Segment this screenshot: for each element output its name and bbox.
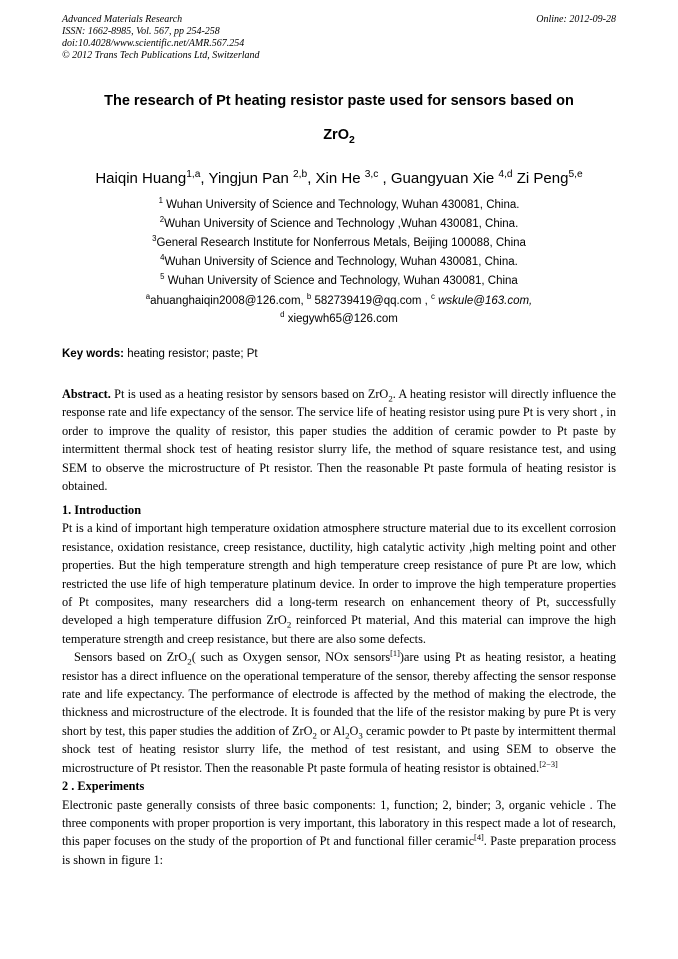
email-c: wskule@163.com,: [434, 295, 533, 307]
author-name: Zi Peng: [516, 170, 569, 187]
author-list: [0, 170, 678, 187]
affil-text: Wuhan University of Science and Technology, Wuhan 430081, China.: [164, 256, 518, 268]
affiliation: [0, 234, 678, 253]
journal-name: Advanced Materials Research: [62, 14, 183, 25]
title-zro: ZrO: [323, 127, 349, 143]
paper-title-line2: [50, 126, 628, 144]
paper-title-line1: The research of Pt heating resistor paste used for sensors based on: [104, 93, 574, 109]
author-name: Xin He: [315, 170, 365, 187]
affil-number: 5: [160, 272, 165, 282]
subscript: 2: [187, 656, 192, 667]
title-subscript: 2: [348, 134, 355, 146]
affil-text: Wuhan University of Science and Technology ,Wuhan 430081, China.: [164, 218, 519, 230]
abstract-paragraph: [62, 385, 616, 495]
affil-text: General Research Institute for Nonferrous Metals, Beijing 100088, China: [156, 237, 526, 249]
keywords: [62, 348, 258, 360]
author-separator: ,: [200, 170, 209, 187]
online-date: Online: 2012-09-28: [536, 14, 616, 25]
author-separator: ,: [378, 170, 391, 187]
email-b: 582739419@qq.com ,: [311, 295, 432, 307]
email-mark: c: [431, 292, 435, 302]
affil-number: 1: [158, 196, 163, 206]
intro-paragraph-1: [62, 519, 616, 648]
section-heading: 2 . Experiments: [62, 779, 145, 794]
paragraph-text: )are using Pt as heating resistor, a heating resistor has a direct influence on the operational temperature of the sensor, thereby affecting the sensor response rate and life expectancy. The performance of electrode is affected by the method of making the electrode, the thickness and microstructure of the electrode. It is founded that the life of the resistor making by pure Pt is very short by test, this paper studies the addition of ZrO: [62, 650, 617, 738]
affil-number: 2: [159, 215, 165, 225]
journal-header: [62, 14, 260, 62]
section-heading: 1. Introduction: [62, 503, 142, 517]
author-affil-mark: 2,b: [293, 169, 308, 180]
affil-number: 4: [160, 253, 165, 263]
email-a: ahuanghaiqin2008@126.com,: [150, 295, 307, 307]
subscript: 2: [345, 730, 350, 741]
email-line-2: [0, 310, 678, 328]
affiliation: [0, 196, 678, 215]
paragraph-text: ( such as Oxygen sensor, NOx sensors: [191, 650, 391, 665]
email-d: xiegywh65@126.com: [284, 313, 398, 325]
email-list: [0, 292, 678, 328]
author-affil-mark: 1,a: [186, 169, 201, 180]
keywords-text: heating resistor; paste; Pt: [124, 348, 258, 360]
affiliation-list: [0, 196, 678, 291]
citation: [4]: [474, 833, 484, 843]
issn-line: ISSN: 1662-8985, Vol. 567, pp 254-258: [62, 26, 220, 37]
email-line-1: [0, 292, 678, 310]
paragraph-text: reinforced Pt material, And this material can improve the high temperature strength and creep resistance, but there are also some defects.: [62, 613, 616, 646]
subscript: 2: [312, 730, 317, 741]
paragraph-text: Sensors based on ZrO: [74, 650, 188, 665]
author-name: Haiqin Huang: [95, 170, 187, 187]
paragraph-text: or Al: [316, 723, 346, 738]
author-separator: ,: [307, 170, 316, 187]
email-mark: b: [306, 292, 312, 302]
affil-text: Wuhan University of Science and Technology, Wuhan 430081, China: [164, 275, 518, 287]
abstract-text: Pt is used as a heating resistor by sensors based on ZrO: [110, 387, 389, 401]
affiliation: [0, 253, 678, 272]
subscript: 2: [286, 619, 292, 630]
introduction-section: [62, 501, 616, 869]
paragraph-text: Pt is a kind of important high temperature oxidation atmosphere structure material due to its excellent corrosion resistance, oxidation resistance, creep resistance, ductility, high catalytic activity ,high melting point and other properties. But the high temperature strength and high temperature creep resistance of pure Pt are low, which restricted the use life of high temperature platinum device. In order to improve the high temperature properties of Pt composites, many researchers did a long-term research on enhancement theory of Pt, successfully developed a high temperature diffusion ZrO: [62, 521, 616, 628]
abstract-text: . A heating resistor will directly influence the response rate and life expectancy of the sensor. The service life of heating resistor using pure Pt is very short , in order to improve the quality of resistor, this paper studies the addition of ceramic powder to Pt paste by intermittent thermal shock test of heating resistor slurry life, the method of square resistance test, and using SEM to observe the microstructure of Pt resistor. Then the reasonable Pt paste formula of heating resistor is obtained.: [62, 387, 617, 494]
paragraph-text: O: [349, 723, 359, 738]
abstract: [62, 385, 616, 495]
paragraph-text: Electronic paste generally consists of three basic components: 1, function; 2, binder; 3, organic vehicle . The three components with proper proportion is very important, this laboratory in this respect made a lot of research, this paper focuses on the study of the proportion of Pt and functional filler ceramic: [62, 797, 616, 849]
author-affil-mark: 3,c: [364, 169, 379, 180]
keywords-label: Key words:: [62, 348, 124, 360]
paragraph-text: . Paste preparation process is shown in figure 1:: [62, 834, 616, 867]
doi-line: doi:10.4028/www.scientific.net/AMR.567.254: [62, 38, 245, 49]
intro-paragraph-2: [62, 648, 616, 777]
affiliation: [0, 215, 678, 234]
affil-text: Wuhan University of Science and Technology, Wuhan 430081, China.: [162, 199, 520, 211]
citation: [1]: [390, 649, 400, 659]
subscript: 3: [358, 730, 363, 741]
paragraph-text: ceramic powder to Pt paste by intermittent thermal shock test of heating resistor slurry life, the method of test resistant, and using SEM to observe the microstructure of Pt resistor. Then the reasonable Pt paste formula of heating resistor is obtained.: [62, 723, 616, 775]
affil-number: 3: [152, 234, 157, 244]
author-name: Guangyuan Xie: [390, 170, 499, 187]
abstract-label: Abstract.: [62, 387, 111, 401]
email-mark: a: [145, 292, 151, 302]
email-mark: d: [280, 310, 285, 320]
citation: [2−3]: [539, 759, 558, 769]
author-name: Yingjun Pan: [208, 170, 294, 187]
experiments-paragraph-1: [62, 796, 616, 870]
author-affil-mark: 5,e: [568, 169, 583, 180]
affiliation: [0, 272, 678, 291]
subscript: 2: [388, 393, 393, 404]
copyright-line: © 2012 Trans Tech Publications Ltd, Switzerland: [62, 50, 260, 61]
author-affil-mark: 4,d: [498, 169, 513, 180]
